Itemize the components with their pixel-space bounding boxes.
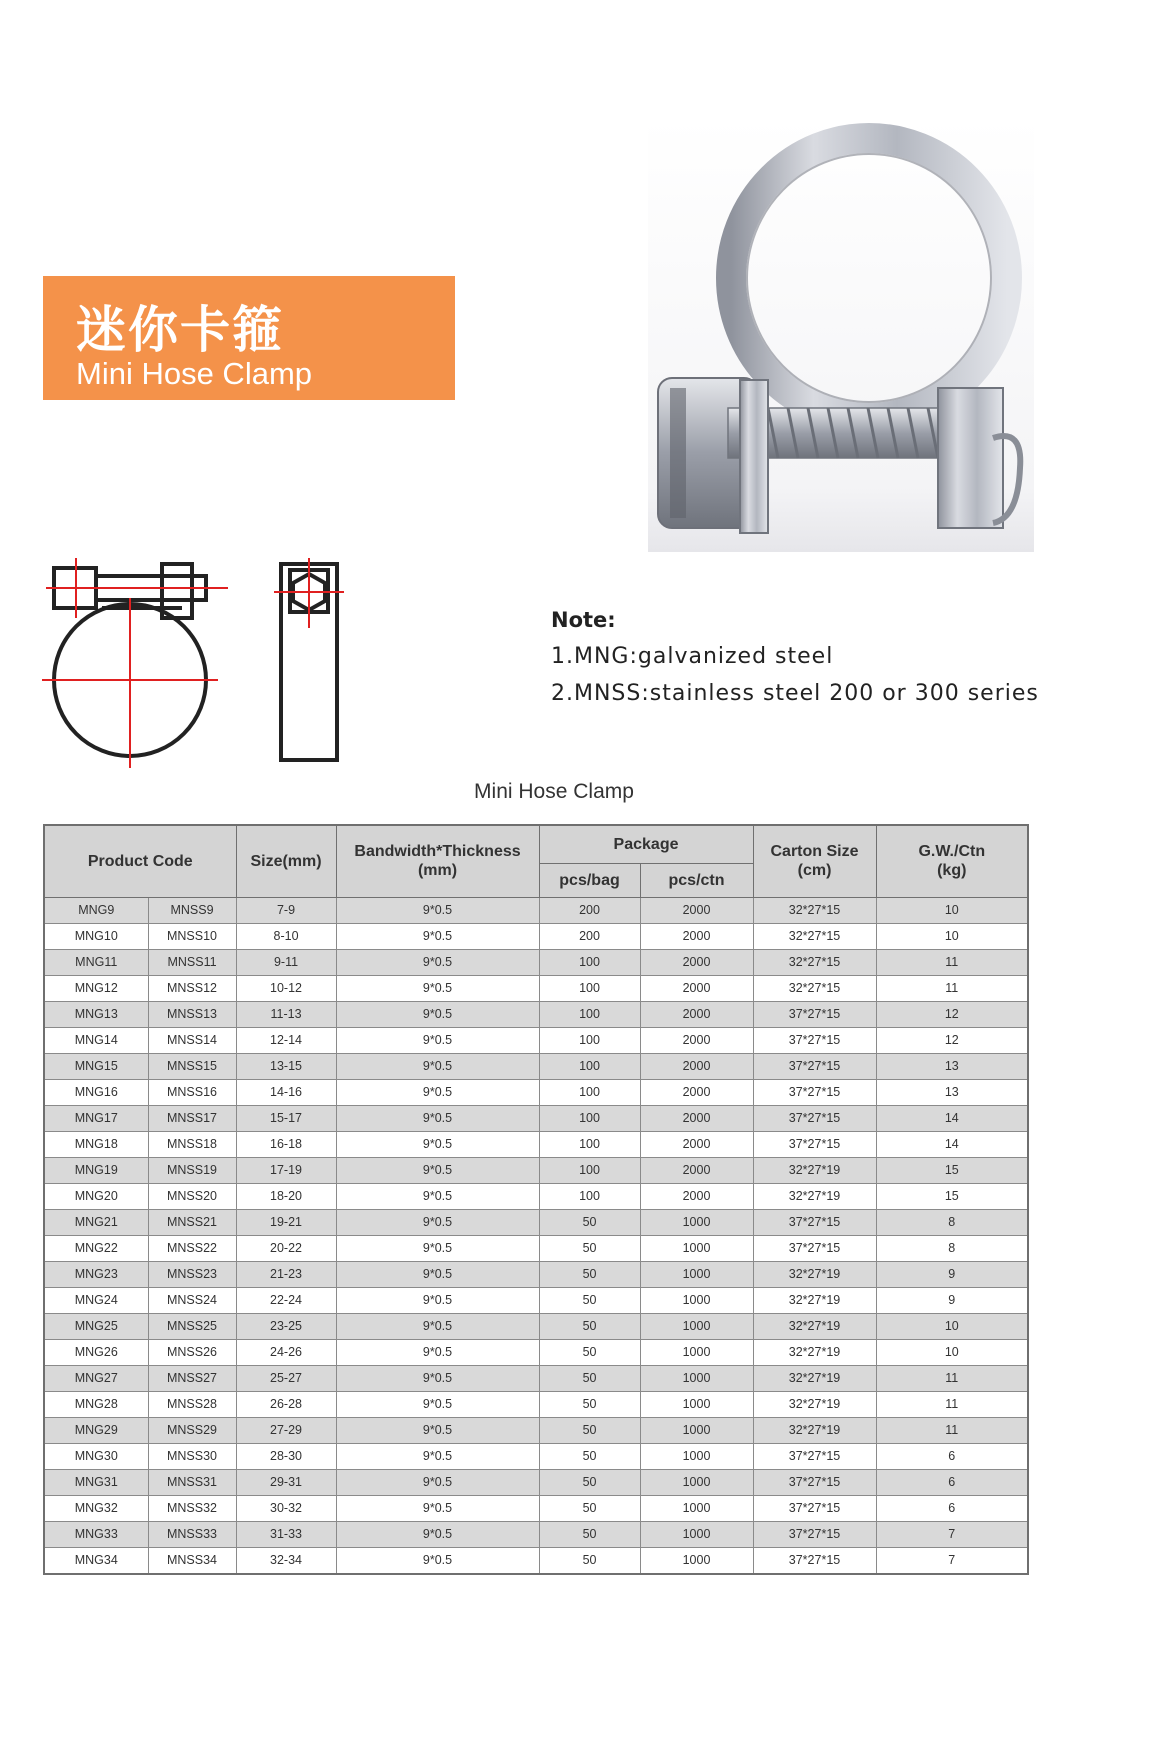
cell-mnss-code: MNSS30 [148,1443,236,1469]
cell-pcs-bag: 50 [539,1417,640,1443]
cell-pcs-bag: 50 [539,1313,640,1339]
cell-bandwidth: 9*0.5 [336,1027,539,1053]
table-row [44,1547,1028,1574]
cell-pcs-bag: 50 [539,1521,640,1547]
cell-carton-size: 32*27*15 [753,897,876,923]
cell-pcs-bag: 100 [539,949,640,975]
cell-size: 21-23 [236,1261,336,1287]
cell-pcs-ctn: 2000 [640,923,753,949]
cell-pcs-bag: 50 [539,1365,640,1391]
cell-gross-weight: 14 [876,1105,1028,1131]
cell-carton-size: 32*27*15 [753,975,876,1001]
cell-pcs-ctn: 2000 [640,1001,753,1027]
cell-mnss-code: MNSS23 [148,1261,236,1287]
cell-mng-code: MNG14 [44,1027,148,1053]
cell-pcs-bag: 100 [539,1053,640,1079]
cell-carton-size: 37*27*15 [753,1053,876,1079]
cell-mnss-code: MNSS29 [148,1417,236,1443]
table-row [44,1391,1028,1417]
cell-mng-code: MNG19 [44,1157,148,1183]
technical-drawing [42,558,362,776]
table-row [44,1417,1028,1443]
cell-size: 14-16 [236,1079,336,1105]
cell-pcs-bag: 50 [539,1495,640,1521]
cell-pcs-bag: 100 [539,1105,640,1131]
table-row [44,1287,1028,1313]
cell-carton-size: 37*27*15 [753,1131,876,1157]
cell-mng-code: MNG18 [44,1131,148,1157]
cell-bandwidth: 9*0.5 [336,897,539,923]
cell-size: 18-20 [236,1183,336,1209]
cell-carton-size: 32*27*19 [753,1339,876,1365]
header-product-code: Product Code [44,825,236,897]
cell-carton-size: 32*27*15 [753,949,876,975]
cell-bandwidth: 9*0.5 [336,1131,539,1157]
cell-mnss-code: MNSS13 [148,1001,236,1027]
header-bandwidth-line1: Bandwidth*Thickness [354,843,521,861]
header-gw-line2: (kg) [937,862,967,880]
cell-gross-weight: 10 [876,923,1028,949]
cell-pcs-ctn: 1000 [640,1365,753,1391]
cell-pcs-ctn: 2000 [640,1027,753,1053]
cell-pcs-ctn: 1000 [640,1469,753,1495]
cell-carton-size: 37*27*15 [753,1079,876,1105]
cell-mng-code: MNG10 [44,923,148,949]
cell-mnss-code: MNSS9 [148,897,236,923]
cell-pcs-bag: 50 [539,1261,640,1287]
cell-mng-code: MNG9 [44,897,148,923]
cell-mnss-code: MNSS10 [148,923,236,949]
cell-gross-weight: 9 [876,1287,1028,1313]
cell-carton-size: 37*27*15 [753,1521,876,1547]
cell-pcs-ctn: 1000 [640,1547,753,1574]
cell-pcs-bag: 50 [539,1339,640,1365]
header-gw-line1: G.W./Ctn [918,843,986,861]
cell-gross-weight: 11 [876,1391,1028,1417]
cell-pcs-ctn: 2000 [640,949,753,975]
cell-size: 13-15 [236,1053,336,1079]
cell-bandwidth: 9*0.5 [336,1339,539,1365]
cell-bandwidth: 9*0.5 [336,1365,539,1391]
cell-size: 27-29 [236,1417,336,1443]
cell-pcs-bag: 50 [539,1287,640,1313]
header-carton-line1: Carton Size [770,843,859,861]
table-row [44,1235,1028,1261]
cell-gross-weight: 9 [876,1261,1028,1287]
cell-pcs-bag: 100 [539,1027,640,1053]
cell-mng-code: MNG16 [44,1079,148,1105]
cell-bandwidth: 9*0.5 [336,923,539,949]
cell-bandwidth: 9*0.5 [336,1079,539,1105]
cell-pcs-ctn: 1000 [640,1287,753,1313]
header-carton-size [753,825,876,897]
cell-mng-code: MNG30 [44,1443,148,1469]
cell-size: 9-11 [236,949,336,975]
cell-bandwidth: 9*0.5 [336,1261,539,1287]
cell-pcs-bag: 50 [539,1469,640,1495]
table-row [44,1183,1028,1209]
banner-title-cn: 迷你卡箍 [76,301,284,359]
cell-pcs-ctn: 1000 [640,1391,753,1417]
header-pcs-ctn: pcs/ctn [640,863,753,897]
cell-mnss-code: MNSS24 [148,1287,236,1313]
table-caption: Mini Hose Clamp [474,780,634,803]
cell-mng-code: MNG33 [44,1521,148,1547]
cell-pcs-bag: 50 [539,1235,640,1261]
cell-pcs-bag: 50 [539,1391,640,1417]
table-row [44,1313,1028,1339]
cell-gross-weight: 11 [876,1365,1028,1391]
cell-mng-code: MNG22 [44,1235,148,1261]
cell-carton-size: 32*27*15 [753,923,876,949]
cell-gross-weight: 15 [876,1157,1028,1183]
cell-bandwidth: 9*0.5 [336,1547,539,1574]
cell-pcs-ctn: 2000 [640,1105,753,1131]
cell-pcs-ctn: 1000 [640,1261,753,1287]
cell-carton-size: 37*27*15 [753,1443,876,1469]
header-bandwidth-line2: (mm) [417,862,458,880]
cell-bandwidth: 9*0.5 [336,1443,539,1469]
cell-mng-code: MNG20 [44,1183,148,1209]
cell-carton-size: 32*27*19 [753,1287,876,1313]
header-carton-line2: (cm) [797,862,832,880]
cell-gross-weight: 10 [876,1339,1028,1365]
cell-bandwidth: 9*0.5 [336,1417,539,1443]
cell-bandwidth: 9*0.5 [336,1105,539,1131]
cell-gross-weight: 7 [876,1547,1028,1574]
cell-mnss-code: MNSS32 [148,1495,236,1521]
cell-carton-size: 32*27*19 [753,1391,876,1417]
cell-mnss-code: MNSS11 [148,949,236,975]
cell-bandwidth: 9*0.5 [336,1313,539,1339]
cell-carton-size: 37*27*15 [753,1235,876,1261]
cell-gross-weight: 6 [876,1469,1028,1495]
cell-gross-weight: 10 [876,897,1028,923]
cell-mnss-code: MNSS31 [148,1469,236,1495]
cell-carton-size: 32*27*19 [753,1183,876,1209]
cell-pcs-bag: 200 [539,897,640,923]
header-gross-weight [876,825,1028,897]
cell-mnss-code: MNSS34 [148,1547,236,1574]
table-row [44,1105,1028,1131]
cell-pcs-ctn: 1000 [640,1339,753,1365]
cell-bandwidth: 9*0.5 [336,1209,539,1235]
cell-gross-weight: 7 [876,1521,1028,1547]
cell-carton-size: 37*27*15 [753,1547,876,1574]
cell-gross-weight: 8 [876,1235,1028,1261]
cell-mnss-code: MNSS12 [148,975,236,1001]
title-banner [43,276,455,400]
cell-mnss-code: MNSS15 [148,1053,236,1079]
cell-mng-code: MNG29 [44,1417,148,1443]
cell-mng-code: MNG24 [44,1287,148,1313]
header-size: Size(mm) [236,825,336,897]
cell-pcs-ctn: 2000 [640,1183,753,1209]
cell-pcs-ctn: 2000 [640,1157,753,1183]
cell-carton-size: 37*27*15 [753,1001,876,1027]
table-row [44,1027,1028,1053]
cell-mnss-code: MNSS28 [148,1391,236,1417]
cell-size: 7-9 [236,897,336,923]
cell-gross-weight: 13 [876,1053,1028,1079]
cell-size: 28-30 [236,1443,336,1469]
cell-pcs-bag: 50 [539,1547,640,1574]
note-block [551,608,1039,718]
cell-mng-code: MNG12 [44,975,148,1001]
cell-mng-code: MNG23 [44,1261,148,1287]
cell-carton-size: 37*27*15 [753,1209,876,1235]
cell-size: 31-33 [236,1521,336,1547]
note-line: 2.MNSS:stainless steel 200 or 300 series [551,681,1039,706]
cell-gross-weight: 13 [876,1079,1028,1105]
cell-mnss-code: MNSS20 [148,1183,236,1209]
cell-mng-code: MNG34 [44,1547,148,1574]
cell-gross-weight: 11 [876,975,1028,1001]
table-row [44,1495,1028,1521]
cell-mnss-code: MNSS33 [148,1521,236,1547]
cell-carton-size: 37*27*15 [753,1495,876,1521]
cell-mng-code: MNG32 [44,1495,148,1521]
cell-pcs-bag: 100 [539,975,640,1001]
cell-pcs-bag: 50 [539,1209,640,1235]
cell-pcs-bag: 100 [539,1131,640,1157]
cell-bandwidth: 9*0.5 [336,1391,539,1417]
table-row [44,1079,1028,1105]
table-row [44,949,1028,975]
cell-mng-code: MNG26 [44,1339,148,1365]
cell-size: 23-25 [236,1313,336,1339]
cell-gross-weight: 11 [876,949,1028,975]
spec-table-body [44,897,1028,1574]
cell-mnss-code: MNSS19 [148,1157,236,1183]
cell-gross-weight: 8 [876,1209,1028,1235]
cell-pcs-ctn: 1000 [640,1443,753,1469]
cell-pcs-ctn: 1000 [640,1209,753,1235]
cell-mnss-code: MNSS14 [148,1027,236,1053]
table-row [44,1001,1028,1027]
cell-gross-weight: 10 [876,1313,1028,1339]
cell-gross-weight: 14 [876,1131,1028,1157]
cell-size: 25-27 [236,1365,336,1391]
cell-pcs-ctn: 1000 [640,1521,753,1547]
cell-pcs-ctn: 1000 [640,1235,753,1261]
cell-carton-size: 37*27*15 [753,1027,876,1053]
banner-title-en: Mini Hose Clamp [76,356,313,391]
cell-mnss-code: MNSS18 [148,1131,236,1157]
cell-mng-code: MNG13 [44,1001,148,1027]
cell-pcs-bag: 50 [539,1443,640,1469]
cell-bandwidth: 9*0.5 [336,1157,539,1183]
cell-bandwidth: 9*0.5 [336,1521,539,1547]
cell-size: 24-26 [236,1339,336,1365]
cell-bandwidth: 9*0.5 [336,949,539,975]
cell-carton-size: 32*27*19 [753,1417,876,1443]
cell-carton-size: 37*27*15 [753,1469,876,1495]
cell-pcs-bag: 100 [539,1157,640,1183]
table-row [44,897,1028,923]
table-row [44,1131,1028,1157]
cell-carton-size: 32*27*19 [753,1313,876,1339]
cell-mng-code: MNG31 [44,1469,148,1495]
cell-gross-weight: 6 [876,1495,1028,1521]
cell-size: 22-24 [236,1287,336,1313]
cell-size: 10-12 [236,975,336,1001]
cell-pcs-ctn: 1000 [640,1495,753,1521]
cell-pcs-ctn: 2000 [640,1131,753,1157]
cell-carton-size: 32*27*19 [753,1261,876,1287]
cell-mnss-code: MNSS21 [148,1209,236,1235]
cell-mnss-code: MNSS17 [148,1105,236,1131]
cell-gross-weight: 6 [876,1443,1028,1469]
cell-mng-code: MNG17 [44,1105,148,1131]
cell-size: 12-14 [236,1027,336,1053]
cell-bandwidth: 9*0.5 [336,975,539,1001]
cell-size: 15-17 [236,1105,336,1131]
cell-pcs-bag: 100 [539,1079,640,1105]
cell-pcs-bag: 100 [539,1001,640,1027]
cell-gross-weight: 15 [876,1183,1028,1209]
cell-pcs-ctn: 2000 [640,975,753,1001]
cell-mng-code: MNG15 [44,1053,148,1079]
product-photo [648,118,1034,552]
table-row [44,1157,1028,1183]
cell-mnss-code: MNSS25 [148,1313,236,1339]
cell-size: 16-18 [236,1131,336,1157]
cell-pcs-bag: 200 [539,923,640,949]
cell-bandwidth: 9*0.5 [336,1469,539,1495]
cell-mnss-code: MNSS22 [148,1235,236,1261]
table-row [44,1053,1028,1079]
cell-gross-weight: 12 [876,1027,1028,1053]
cell-bandwidth: 9*0.5 [336,1001,539,1027]
cell-carton-size: 37*27*15 [753,1105,876,1131]
cell-pcs-ctn: 2000 [640,897,753,923]
header-package: Package [539,825,753,863]
table-row [44,1469,1028,1495]
table-row [44,975,1028,1001]
table-row [44,923,1028,949]
table-row [44,1209,1028,1235]
cell-carton-size: 32*27*19 [753,1157,876,1183]
cell-mnss-code: MNSS27 [148,1365,236,1391]
cell-pcs-ctn: 2000 [640,1053,753,1079]
cell-bandwidth: 9*0.5 [336,1287,539,1313]
table-row [44,1261,1028,1287]
cell-size: 20-22 [236,1235,336,1261]
table-row [44,1521,1028,1547]
cell-size: 17-19 [236,1157,336,1183]
table-row [44,1443,1028,1469]
spec-table [43,824,1029,1575]
cell-bandwidth: 9*0.5 [336,1235,539,1261]
cell-bandwidth: 9*0.5 [336,1053,539,1079]
note-title: Note: [551,608,616,632]
note-line: 1.MNG:galvanized steel [551,644,834,669]
table-row [44,1339,1028,1365]
cell-pcs-bag: 100 [539,1183,640,1209]
cell-bandwidth: 9*0.5 [336,1495,539,1521]
cell-size: 11-13 [236,1001,336,1027]
cell-mnss-code: MNSS16 [148,1079,236,1105]
cell-mng-code: MNG28 [44,1391,148,1417]
cell-size: 26-28 [236,1391,336,1417]
cell-gross-weight: 11 [876,1417,1028,1443]
cell-gross-weight: 12 [876,1001,1028,1027]
cell-size: 29-31 [236,1469,336,1495]
cell-mng-code: MNG21 [44,1209,148,1235]
cell-mng-code: MNG25 [44,1313,148,1339]
header-bandwidth [336,825,539,897]
cell-mng-code: MNG11 [44,949,148,975]
cell-mnss-code: MNSS26 [148,1339,236,1365]
cell-mng-code: MNG27 [44,1365,148,1391]
cell-pcs-ctn: 1000 [640,1417,753,1443]
cell-bandwidth: 9*0.5 [336,1183,539,1209]
cell-pcs-ctn: 1000 [640,1313,753,1339]
table-row [44,1365,1028,1391]
cell-carton-size: 32*27*19 [753,1365,876,1391]
header-pcs-bag: pcs/bag [539,863,640,897]
cell-size: 30-32 [236,1495,336,1521]
cell-size: 19-21 [236,1209,336,1235]
cell-pcs-ctn: 2000 [640,1079,753,1105]
cell-size: 32-34 [236,1547,336,1574]
cell-size: 8-10 [236,923,336,949]
